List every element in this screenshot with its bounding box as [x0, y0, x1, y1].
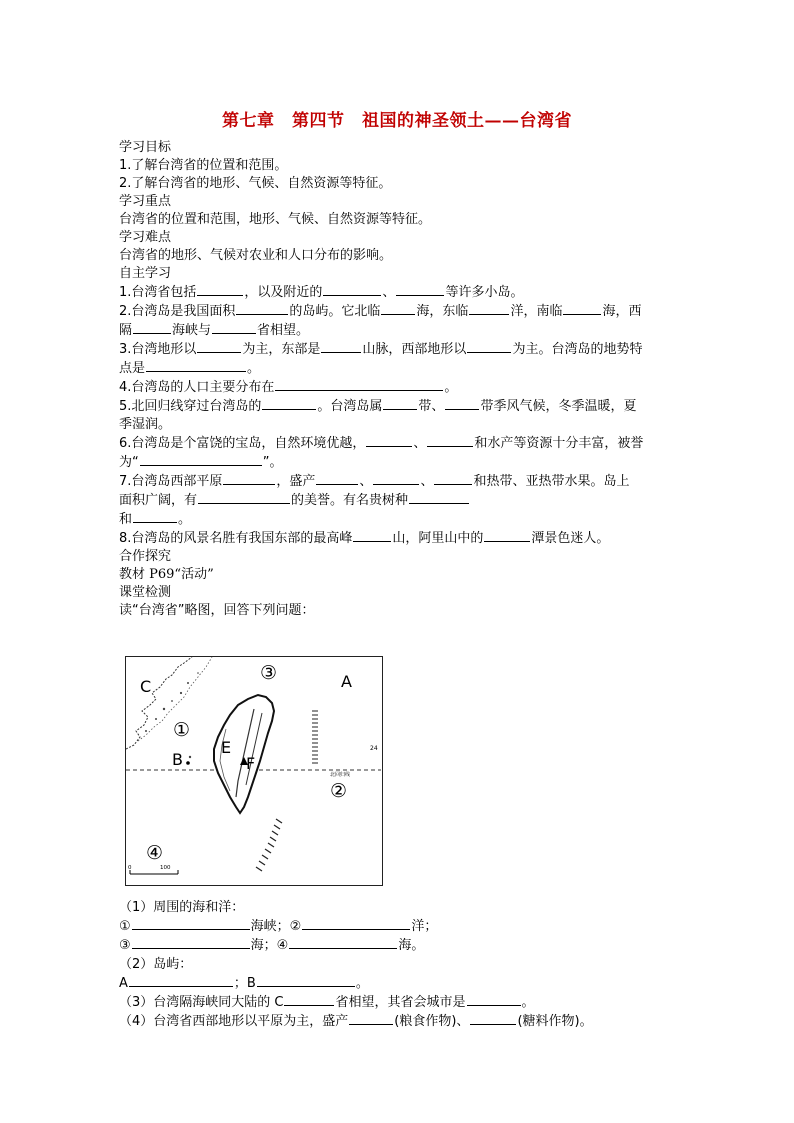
- question-5-cont: 季湿润。: [119, 417, 172, 432]
- map-label-b: B: [172, 750, 183, 769]
- map-label-3: ③: [260, 662, 278, 684]
- question-7: 7.台湾岛西部平原 ，盛产 、 、 和热带、亚热带水果。岛上: [119, 474, 630, 489]
- answer-blank[interactable]: [198, 491, 290, 504]
- answer-blank[interactable]: [381, 302, 415, 315]
- coop-text: 教材 P69“活动”: [119, 567, 214, 582]
- answer-blank[interactable]: [275, 378, 443, 391]
- answer-blank[interactable]: [470, 1012, 516, 1025]
- answer-blank[interactable]: [445, 397, 479, 410]
- map-question-1: ① 海峡；② 洋；: [119, 919, 438, 934]
- question-2-cont: 隔 海峡与 省相望。: [119, 323, 310, 338]
- answer-blank[interactable]: [212, 321, 256, 334]
- coop-heading: 合作探究: [119, 549, 172, 564]
- answer-blank[interactable]: [132, 917, 250, 930]
- answer-blank[interactable]: [434, 472, 472, 485]
- answer-blank[interactable]: [563, 302, 601, 315]
- map-question-2-title: （2）岛屿：: [119, 957, 193, 972]
- taiwan-sketch-map: [125, 656, 383, 886]
- answer-blank[interactable]: [133, 321, 171, 334]
- answer-blank[interactable]: [467, 340, 511, 353]
- answer-blank[interactable]: [289, 936, 397, 949]
- question-8: 8.台湾岛的风景名胜有我国东部的最高峰 山，阿里山中的 潭景色迷人。: [119, 531, 610, 546]
- answer-blank[interactable]: [321, 340, 361, 353]
- answer-blank[interactable]: [409, 491, 469, 504]
- answer-blank[interactable]: [197, 340, 241, 353]
- answer-blank[interactable]: [223, 472, 275, 485]
- answer-blank[interactable]: [467, 993, 521, 1006]
- question-3-cont: 点是 。: [119, 361, 261, 376]
- answer-blank[interactable]: [349, 1012, 393, 1025]
- tropic-label: 北回归线: [330, 772, 351, 778]
- focus-text: 台湾省的位置和范围，地形、气候、自然资源等特征。: [119, 212, 432, 227]
- answer-blank[interactable]: [366, 434, 412, 447]
- goal-item: 2.了解台湾省的地形、气候、自然资源等特征。: [119, 176, 392, 191]
- answer-blank[interactable]: [284, 993, 334, 1006]
- question-3: 3.台湾地形以 为主，东部是 山脉，西部地形以 为主。台湾岛的地势特: [119, 342, 643, 357]
- trench-hatch-south: [256, 819, 282, 871]
- question-6: 6.台湾岛是个富饶的宝岛，自然环境优越， 、 和水产等资源十分丰富，被誉: [119, 436, 644, 451]
- page-title: 第七章 第四节 祖国的神圣领土——台湾省: [222, 111, 572, 131]
- focus-heading: 学习重点: [119, 194, 172, 209]
- answer-blank[interactable]: [353, 529, 391, 542]
- coastal-islets: [145, 672, 199, 758]
- map-questions: [119, 898, 679, 1031]
- question-1: 1.台湾省包括 ，以及附近的 、 等许多小岛。: [119, 285, 524, 300]
- answer-blank[interactable]: [484, 529, 530, 542]
- check-intro: 读“台湾省”略图，回答下列问题：: [119, 603, 315, 618]
- answer-blank[interactable]: [132, 936, 250, 949]
- answer-blank[interactable]: [396, 283, 444, 296]
- map-label-e: E: [221, 738, 232, 757]
- answer-blank[interactable]: [146, 359, 246, 372]
- difficulty-heading: 学习难点: [119, 230, 172, 245]
- answer-blank[interactable]: [236, 302, 288, 315]
- latitude-label: 24: [370, 745, 378, 752]
- question-2: 2.台湾岛是我国面积 的岛屿。它北临 海，东临 洋，南临 海，西: [119, 304, 642, 319]
- map-label-1: ①: [173, 719, 191, 741]
- scale-label-zero: 0: [128, 865, 132, 871]
- trench-hatch-east: [312, 711, 318, 763]
- scale-label-value: 100: [160, 865, 171, 871]
- answer-blank[interactable]: [257, 974, 355, 987]
- answer-blank[interactable]: [383, 397, 417, 410]
- map-svg: [126, 657, 381, 884]
- question-5: 5.北回归线穿过台湾岛的 。台湾岛属 带、 带季风气候，冬季温暖，夏: [119, 399, 637, 414]
- difficulty-text: 台湾省的地形、气候对农业和人口分布的影响。: [119, 248, 393, 263]
- answer-blank[interactable]: [316, 472, 358, 485]
- answer-blank[interactable]: [262, 397, 316, 410]
- goals-heading: 学习目标: [119, 140, 172, 155]
- answer-blank[interactable]: [197, 283, 243, 296]
- question-6-cont: 为“ ”。: [119, 455, 283, 470]
- map-label-a: A: [341, 672, 352, 691]
- question-4: 4.台湾岛的人口主要分布在 。: [119, 380, 458, 395]
- answer-blank[interactable]: [373, 472, 419, 485]
- island-b-marker: [186, 761, 190, 765]
- map-label-c: C: [140, 677, 152, 696]
- answer-blank[interactable]: [427, 434, 473, 447]
- self-study-heading: 自主学习: [119, 266, 172, 281]
- map-question-1: ③ 海；④ 海。: [119, 938, 425, 953]
- answer-blank[interactable]: [469, 302, 509, 315]
- question-7-cont: 和 。: [119, 512, 192, 527]
- answer-blank[interactable]: [129, 974, 233, 987]
- worksheet-body: [119, 139, 679, 620]
- answer-blank[interactable]: [302, 917, 410, 930]
- map-label-4: ④: [146, 842, 164, 864]
- map-question-1-title: （1）周围的海和洋：: [119, 900, 245, 915]
- check-heading: 课堂检测: [119, 585, 172, 600]
- map-question-3: （3）台湾隔海峡同大陆的 C 省相望，其省会城市是 。: [119, 995, 535, 1010]
- answer-blank[interactable]: [133, 510, 177, 523]
- question-7-cont: 面积广阔，有 的美誉。有名贵树种: [119, 491, 679, 510]
- goal-item: 1.了解台湾省的位置和范围。: [119, 158, 288, 173]
- map-label-f: F: [246, 754, 256, 773]
- answer-blank[interactable]: [323, 283, 381, 296]
- map-label-2: ②: [330, 780, 348, 802]
- answer-blank[interactable]: [140, 453, 262, 466]
- map-question-4: （4）台湾省西部地形以平原为主，盛产 (粮食作物)、 (糖料作物)。: [119, 1014, 593, 1029]
- map-question-2: A ；B 。: [119, 976, 369, 991]
